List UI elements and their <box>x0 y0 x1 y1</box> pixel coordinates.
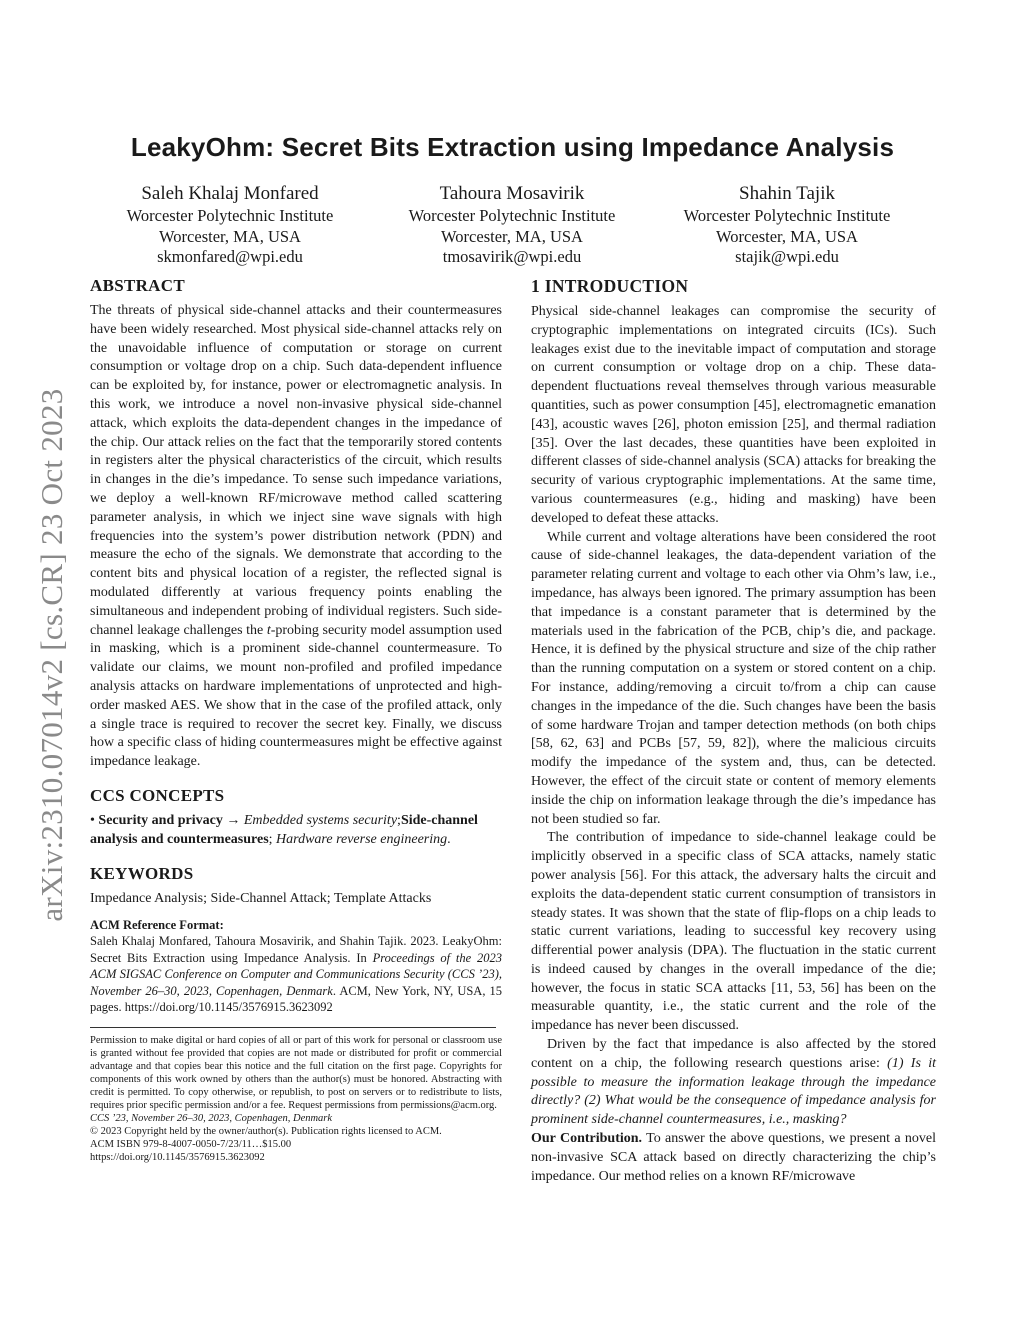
author-location: Worcester, MA, USA <box>441 226 583 246</box>
intro-paragraph: Driven by the fact that impedance is also affected by the stored content on a chip, the following research questions arise: (1) Is it possible to measure the information leakage through the impedance directly? (2) What would be the consequence of impedance analysis for prominent side-channel countermeasures, i.e., masking? <box>531 1037 936 1128</box>
doi-link[interactable]: https://doi.org/10.1145/3576915.3623092 <box>90 1152 265 1164</box>
venue-line: CCS ’23, November 26–30, 2023, Copenhagen, Denmark <box>90 1113 333 1125</box>
author-affiliation: Worcester Polytechnic Institute <box>683 206 891 225</box>
author-block <box>637 182 937 268</box>
author-name: Saleh Khalaj Monfared <box>141 183 319 204</box>
acm-reference-heading: ACM Reference Format: <box>90 918 224 933</box>
arxiv-identifier <box>22 365 82 945</box>
author-location: Worcester, MA, USA <box>159 226 301 246</box>
introduction-heading: 1 INTRODUCTION <box>531 276 689 296</box>
intro-paragraph: The contribution of impedance to side-channel leakage could be implicitly observed in a specific class of SCA attacks, namely static power analysis [56]. For this attack, the adversary halts the circuit and exploits the data-dependent static current consumption of transistors in steady states. It was shown that the state of flip-flops on a chip leads to static current variations, leading to successful key recovery using differential power analysis (DPA). The fluctuation in the static current is indeed caused by changes in the overall impedance of the die; however, the focus in static SCA attacks [11, 53, 56] has been on the measurable quantity, i.e., the static current and the role of the impedance has never been discussed. <box>531 830 936 1034</box>
keywords <box>90 864 502 909</box>
ccs-heading: CCS CONCEPTS <box>90 785 225 805</box>
intro-paragraph: While current and voltage alterations have been considered the root cause of side-channel leakages, the data-dependent variation of the parameter relating current and voltage to each other via Ohm’s law, i.e., impedance, has always been ignored. The primary assumption has been that impedance is a constant parameter that is determined by the materials used in the fabrication of the PCB, chip’s die, and package. Hence, it is defined by the physical structure and size of the chip rather than the running computation on a system or stored content on a chip. For instance, adding/removing a circuit to/from a chip can cause changes in the impedance of the die. Such changes have been the basis of some hardware Trojan and tamper detection methods (on both chips [58, 62, 63] and PCBs [57, 59, 82]), where the malicious circuits modify the impedance of the system and, thus, can be detected. However, the effect of the circuit state or content of memory elements inside the chip on information leakage through the die’s impedance has not been studied so far. <box>531 529 936 827</box>
keywords-text: Impedance Analysis; Side-Channel Attack; Template Attacks <box>90 890 432 906</box>
abstract-text: The threats of physical side-channel attacks and their countermeasures have been widely researched. Most physical side-channel attacks rely on the unavoidable influence of computation or storage on current consumption or voltage drop on a chip. Such data-dependent influence can be exploited by, for instance, power or electromagnetic analysis. In this work, we introduce a novel non-invasive physical side-channel attack, which exploits the data-dependent changes in the impedance of the chip. Our attack relies on the fact that the temporarily stored contents in registers alter the physical characteristics of the circuit, which results in changes in the die’s impedance. To sense such impedance variations, we deploy a well-known RF/microwave method called scattering parameter analysis, in which we inject sine wave signals with high frequencies into the system’s power distribution network (PDN) and measure the echo of the signals. We demonstrate that according to the content bits and physical location of a register, the reflected signal is modulated differently at various frequency points enabling the simultaneous and independent probing of individual registers. Such side-channel leakage challenges the t-probing security model assumption used in masking, which is a prominent side-channel countermeasure. To validate our claims, we mount non-profiled and profiled impedance analysis attacks on hardware implementations of unprotected and high-order masked AES. We show that in the case of the profiled attack, only a single trace is required to recover the secret key. Finally, we discuss how a specific class of hiding countermeasures might be effective against impedance leakage. <box>90 303 503 770</box>
ccs-text: • Security and privacy → Embedded systems security;Side-channel analysis and countermeasures; Hardware reverse engineering. <box>90 812 478 847</box>
author-name: Tahoura Mosavirik <box>439 183 585 204</box>
acm-reference-text: Saleh Khalaj Monfared, Tahoura Mosavirik, and Shahin Tajik. 2023. LeakyOhm: Secret Bits Extraction using Impedance Analysis. In Proceedings of the 2023 ACM SIGSAC Conference on Computer and Communications Security (CCS ’23), November 26–30, 2023, Copenhagen, Denmark. ACM, New York, NY, USA, 15 pages. https://doi.org/10.1145/3576915.3623092 <box>90 934 502 1014</box>
arxiv-identifier-text: arXiv:2310.07014v2 [cs.CR] 23 Oct 2023 <box>34 388 69 922</box>
intro-paragraph: Physical side-channel leakages can compromise the security of cryptographic implementations on integrated circuits (ICs). Such leakages exist due to the inevitable impact of computation and storage on current consumption or voltage drop on a chip. These data-dependent fluctuations reveal themselves through various measurable quantities, such as power consumption [45], electromagnetic emanation [43], acoustic waves [26], photon emission [25], and thermal radiation [35]. Over the last decades, these quantities have been exploited in different classes of side-channel analysis (SCA) attacks for breaking the security of various cryptographic implementations. At the same time, various countermeasures (e.g., hiding and masking) have been developed to defeat these attacks. <box>531 304 936 526</box>
author-email: skmonfared@wpi.edu <box>157 247 303 266</box>
author-email: stajik@wpi.edu <box>735 247 839 266</box>
author-affiliation: Worcester Polytechnic Institute <box>408 206 616 225</box>
author-block <box>80 182 380 268</box>
author-name: Shahin Tajik <box>739 183 835 204</box>
author-email: tmosavirik@wpi.edu <box>442 247 582 266</box>
right-column <box>531 276 936 1186</box>
permission-notice: Permission to make digital or hard copies of all or part of this work for personal or classroom use is granted without fee provided that copies are not made or distributed for profit or commercial advantage and that copies bear this notice and the full citation on the first page. Copyrights for components of this work owned by others than the author(s) must be honored. Abstracting with credit is permitted. To copy otherwise, or republish, to post on servers or to redistribute to lists, requires prior specific permission and/or a fee. Request permissions from permissions@acm.org. <box>90 1035 502 1112</box>
author-block <box>362 182 662 268</box>
ccs-concepts <box>90 786 502 850</box>
author-affiliation: Worcester Polytechnic Institute <box>126 206 334 225</box>
copyright-line: © 2023 Copyright held by the owner/author(s). Publication rights licensed to ACM. <box>90 1126 442 1138</box>
keywords-heading: KEYWORDS <box>90 863 194 883</box>
isbn-line: ACM ISBN 979-8-4007-0050-7/23/11…$15.00 <box>90 1139 292 1151</box>
author-location: Worcester, MA, USA <box>716 226 858 246</box>
abstract-heading: ABSTRACT <box>90 276 185 295</box>
left-column <box>90 276 502 1164</box>
paper-title: LeakyOhm: Secret Bits Extraction using Impedance Analysis <box>130 132 895 162</box>
contribution-paragraph: Our Contribution. To answer the above questions, we present a novel non-invasive SCA attack based on directly characterizing the chip’s impedance. Our method relies on a known RF/microwave <box>531 1131 936 1184</box>
footnote-divider <box>90 1027 496 1028</box>
